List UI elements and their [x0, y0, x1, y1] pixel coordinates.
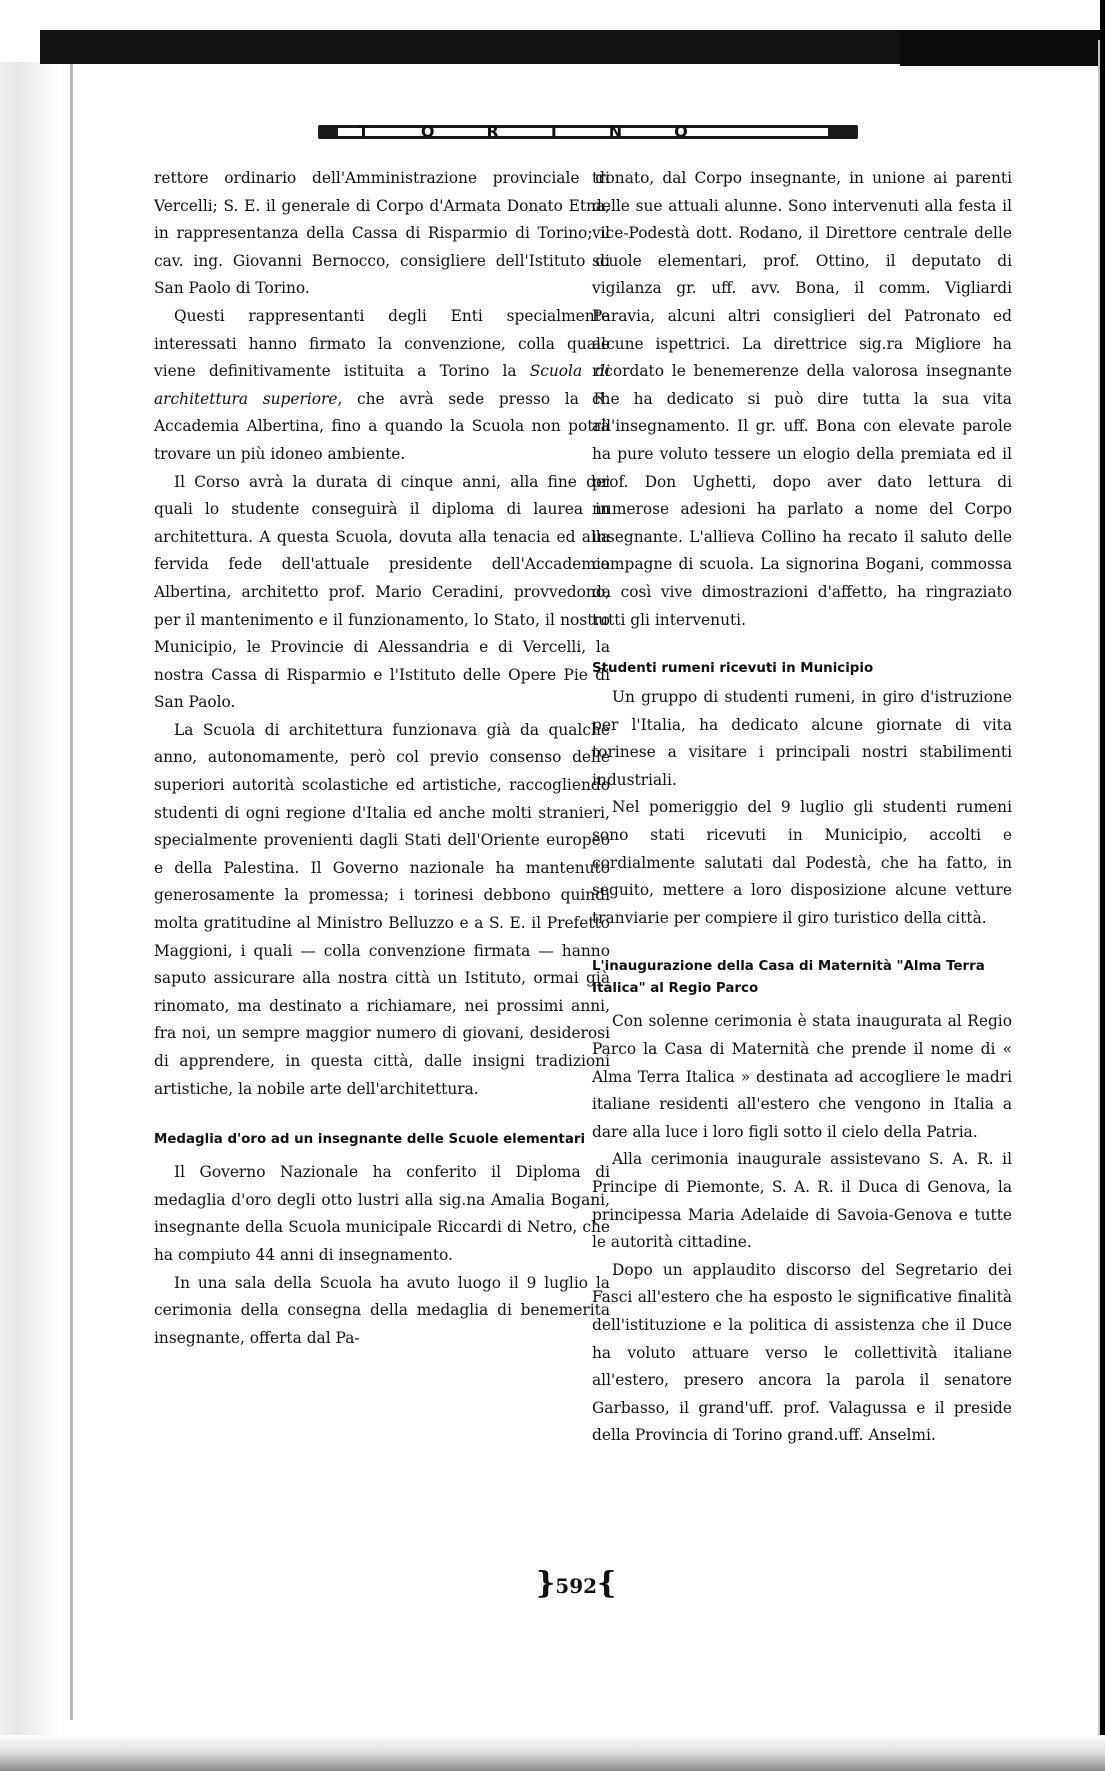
left-column	[154, 165, 610, 1352]
page-bottom-scan-edge	[0, 1735, 1105, 1771]
right-paragraph-4: Con solenne cerimonia è stata inaugurata al Regio Parco la Casa di Maternità che prende il nome di « Alma Terra Italica » destinata ad accogliere le madri italiane residenti all'estero che vengono in Italia a dare alla luce i loro figli sotto il cielo della Patria.	[592, 1012, 1012, 1141]
left-paragraph-1: rettore ordinario dell'Amministrazione provinciale di Vercelli; S. E. il generale di Corpo d'Armata Donato Etna, in rappresentanza della Cassa di Risparmio di Torino; il cav. ing. Giovanni Bernocco, consigliere dell'Istituto di San Paolo di Torino.	[154, 169, 610, 298]
left-paragraph-2	[154, 303, 610, 469]
page-gutter-shadow	[0, 40, 60, 1771]
left-spacer-1	[154, 1103, 610, 1129]
left-spacer-2	[154, 1151, 610, 1159]
left-paragraph-6: In una sala della Scuola ha avuto luogo il 9 luglio la cerimonia della consegna della medaglia di benemerita insegnante, offerta dal Pa-	[154, 1273, 610, 1347]
page-number-right-brace: {	[597, 1566, 617, 1601]
right-paragraph-2: Un gruppo di studenti rumeni, in giro d'istruzione per l'Italia, ha dedicato alcune giornate di vita torinese a visitare i principali nostri stabilimenti industriali.	[592, 688, 1012, 789]
left-paragraph-2-start: Questi rappresentanti degli Enti specialmente interessati hanno firmato la convenzione, colla quale viene definitivamente istituita a Torino la	[154, 306, 610, 381]
right-paragraph-1: tronato, dal Corpo insegnante, in unione ai parenti delle sue attuali alunne. Sono intervenuti alla festa il vice-Podestà dott. Rodano, il Direttore centrale delle scuole elementari, prof. Ottino, il deputato di vigilanza gr. uff. avv. Bona, il comm. Vigliardi Paravia, alcuni altri consiglieri del Patronato ed alcune ispettrici. La direttrice sig.ra Migliore ha ricordato le benemerenze della valorosa insegnante che ha dedicato si può dire tutta la sua vita all'insegnamento. Il gr. uff. Bona con elevate parole ha pure voluto tessere un elogio della premiata ed il prof. Don Ughetti, dopo aver dato lettura di numerose adesioni ha parlato a nome del Corpo insegnante. L'allieva Collino ha recato il saluto delle compagne di scuola. La signorina Bogani, commossa da così vive dimostrazioni d'affetto, ha ringraziato tutti gli intervenuti.	[592, 169, 1012, 629]
right-paragraph-3: Nel pomeriggio del 9 luglio gli studenti rumeni sono stati ricevuti in Municipio, accolti e cordialmente salutati dal Podestà, che ha fatto, in seguito, mettere a loro disposizione alcune vetture tranviarie per compiere il giro turistico della città.	[592, 798, 1012, 927]
left-paragraph-4: La Scuola di architettura funzionava già da qualche anno, autonomamente, però col previo consenso delle superiori autorità scolastiche ed artistiche, raccogliendo studenti di ogni regione d'Italia ed anche molti stranieri, specialmente provenienti dagli Stati dell'Oriente europeo e della Palestina. Il Governo nazionale ha mantenuto generosamente la promessa; i torinesi debbono quindi molta gratitudine al Ministro Belluzzo e a S. E. il Prefetto Maggioni, i quali — colla convenzione firmata — hanno saputo assicurare alla nostra città un Istituto, ormai già rinomato, ma destinato a richiamare, nei prossimi anni, fra noi, un sempre maggior numero di giovani, desiderosi di apprendere, in questa città, dalle insigni tradizioni artistiche, la nobile arte dell'architettura.	[154, 720, 610, 1098]
page-right-scan-border	[1100, 0, 1105, 1771]
page-top-scan-edge-right	[900, 30, 1105, 66]
page-number-value: 592	[555, 1574, 598, 1598]
page-number-left-brace: }	[536, 1566, 556, 1601]
page-top-scan-edge	[40, 30, 970, 64]
page-gutter-line	[70, 60, 73, 1720]
right-paragraph-5: Alla cerimonia inaugurale assistevano S. A. R. il Principe di Piemonte, S. A. R. il Duca di Genova, la principessa Maria Adelaide di Savoia-Genova e tutte le autorità cittadine.	[592, 1150, 1012, 1252]
section-heading-studenti: Studenti rumeni ricevuti in Municipio	[592, 661, 874, 677]
left-paragraph-5: Il Governo Nazionale ha conferito il Diploma di medaglia d'oro degli otto lustri alla sig.na Amalia Bogani, insegnante della Scuola municipale Riccardi di Netro, che ha compiuto 44 anni di insegnamento.	[154, 1163, 610, 1264]
right-spacer-1	[592, 634, 1012, 658]
left-paragraph-2-end: , che avrà sede presso la R. Accademia Albertina, fino a quando la Scuola non potrà trovare un più idoneo ambiente.	[154, 389, 610, 463]
right-column	[592, 165, 1012, 1450]
left-paragraph-2-italic: Scuola di architettura superiore	[154, 362, 611, 408]
right-paragraph-6: Dopo un applaudito discorso del Segretario dei Fasci all'estero che ha esposto le significative finalità dell'istituzione e la politica di assistenza che il Duce ha voluto attuare verso le collettività italiane all'estero, presero ancora la parola il senatore Garbasso, il grand'uff. prof. Valagussa e il preside della Provincia di Torino grand.uff. Anselmi.	[592, 1260, 1012, 1445]
page-number	[536, 1566, 616, 1602]
right-spacer-3	[592, 932, 1012, 956]
running-head	[318, 115, 858, 143]
right-spacer-4	[592, 1000, 1012, 1008]
section-heading-maternita: L'inaugurazione della Casa di Maternità "Alma Terra Italica" al Regio Parco	[592, 959, 985, 997]
section-heading-medaglia: Medaglia d'oro ad un insegnante delle Scuole elementari	[154, 1132, 586, 1148]
left-paragraph-3: Il Corso avrà la durata di cinque anni, alla fine dei quali lo studente conseguirà il diploma di laurea in architettura. A questa Scuola, dovuta alla tenacia ed alla fervida fede dell'attuale presidente dell'Accademia Albertina, architetto prof. Mario Ceradini, provvedono, per il mantenimento e il funzionamento, lo Stato, il nostro Municipio, le Provincie di Alessandria e di Vercelli, la nostra Cassa di Risparmio e l'Istituto delle Opere Pie di San Paolo.	[154, 472, 610, 712]
running-head-title: TORINO	[358, 122, 740, 141]
